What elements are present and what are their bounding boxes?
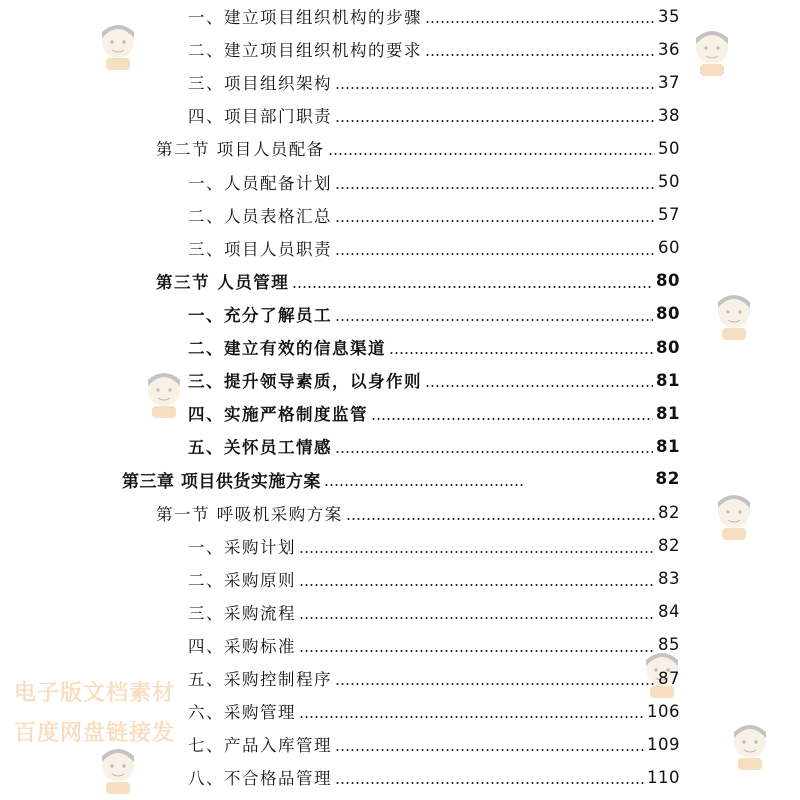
toc-dot-leader xyxy=(335,187,655,189)
toc-entry-title: 一、建立项目组织机构的步骤 xyxy=(188,8,422,27)
toc-subsection-entry[interactable] xyxy=(188,233,680,263)
toc-dot-leader xyxy=(425,385,653,387)
toc-subsection-entry[interactable] xyxy=(188,762,680,792)
watermark-face-icon xyxy=(712,490,756,540)
toc-dot-leader xyxy=(328,153,655,155)
toc-page-number: 85 xyxy=(658,635,680,655)
toc-subsection-entry[interactable] xyxy=(188,100,680,130)
toc-subsection-entry[interactable] xyxy=(188,531,680,561)
toc-page-number: 81 xyxy=(656,403,680,423)
toc-entry-title: 四、采购标准 xyxy=(188,636,296,656)
toc-dot-leader xyxy=(335,451,653,453)
toc-page-number: 35 xyxy=(658,6,680,26)
toc-entry-title: 二、建立项目组织机构的要求 xyxy=(188,41,422,61)
toc-entry-title: 一、采购计划 xyxy=(188,537,296,557)
toc-entry-title: 第二节 项目人员配备 xyxy=(156,140,325,160)
toc-subsection-entry[interactable] xyxy=(188,167,680,197)
toc-dot-leader xyxy=(335,253,655,255)
toc-entry-title: 三、采购流程 xyxy=(188,603,296,623)
toc-subsection-entry[interactable] xyxy=(188,431,680,461)
toc-dot-leader xyxy=(425,21,655,23)
toc-dot-leader xyxy=(299,716,644,718)
toc-page-number: 81 xyxy=(656,436,680,456)
toc-entry-title: 第三章 项目供货实施方案 xyxy=(122,471,321,492)
toc-page-number: 60 xyxy=(658,238,680,258)
watermark-face-icon xyxy=(690,26,734,76)
toc-entry-title: 一、充分了解员工 xyxy=(188,305,332,325)
toc-page-number: 36 xyxy=(658,39,680,59)
toc-section-entry[interactable] xyxy=(156,266,680,296)
toc-subsection-entry[interactable] xyxy=(188,597,680,627)
toc-entry-title: 六、采购管理 xyxy=(188,703,296,723)
watermark-text: 电子版文档素材 xyxy=(14,681,176,706)
toc-page-number: 81 xyxy=(656,370,680,390)
toc-subsection-entry[interactable] xyxy=(188,630,680,660)
toc-entry-title: 三、项目人员职责 xyxy=(188,239,332,259)
toc-entry-title: 二、采购原则 xyxy=(188,570,296,590)
toc-dot-leader xyxy=(389,352,653,354)
toc-dot-leader xyxy=(335,319,653,321)
toc-page-number: 50 xyxy=(658,138,680,158)
toc-page-number: 110 xyxy=(647,767,680,787)
toc-subsection-entry[interactable] xyxy=(188,299,680,329)
toc-dot-leader xyxy=(292,286,653,288)
toc-page-number: 84 xyxy=(658,602,680,622)
toc-dot-leader xyxy=(335,683,655,685)
toc-entry-title: 七、产品入库管理 xyxy=(188,736,332,756)
toc-dot-leader xyxy=(299,584,655,586)
toc-section-entry[interactable] xyxy=(156,498,680,528)
toc-entry-title: 三、项目组织架构 xyxy=(188,74,332,94)
watermark-text: 百度网盘链接发 xyxy=(14,721,176,746)
toc-subsection-entry[interactable] xyxy=(188,67,680,97)
toc-page-number: 37 xyxy=(658,72,680,92)
toc-subsection-entry[interactable] xyxy=(188,696,680,726)
toc-entry-title: 第三节 人员管理 xyxy=(156,272,290,292)
toc-subsection-entry[interactable] xyxy=(188,663,680,693)
toc-chapter-entry[interactable] xyxy=(122,464,680,494)
toc-subsection-entry[interactable] xyxy=(188,200,680,230)
toc-dot-leader xyxy=(425,54,655,56)
toc-subsection-entry[interactable] xyxy=(188,365,680,395)
toc-dot-leader xyxy=(335,120,655,122)
toc-subsection-entry[interactable] xyxy=(188,564,680,594)
toc-entry-title: 四、项目部门职责 xyxy=(188,107,332,127)
toc-subsection-entry[interactable] xyxy=(188,332,680,362)
toc-dot-leader xyxy=(299,551,655,553)
toc-dot-leader xyxy=(346,518,655,520)
toc-dot-leader xyxy=(335,782,644,784)
watermark-face-icon xyxy=(96,20,140,70)
toc-page-number: 82 xyxy=(655,469,680,490)
toc-page-number: 80 xyxy=(656,304,680,324)
toc-page-number: 50 xyxy=(658,172,680,191)
toc-page-number: 82 xyxy=(658,503,680,522)
toc-page-number: 80 xyxy=(656,271,680,291)
toc-dot-leader xyxy=(335,220,655,222)
toc-entry-title: 三、提升领导素质，以身作则 xyxy=(188,372,422,392)
toc-entry-title: 第一节 呼吸机采购方案 xyxy=(156,504,343,524)
toc-dot-leader xyxy=(299,617,655,619)
toc-dot-leader xyxy=(371,418,653,420)
toc-entry-title: 一、人员配备计划 xyxy=(188,173,332,193)
toc-subsection-entry[interactable] xyxy=(188,34,680,64)
toc-dot-leader xyxy=(335,749,644,751)
toc-page-number: 82 xyxy=(658,536,680,556)
toc-dot-leader xyxy=(324,484,525,486)
toc-page-number: 87 xyxy=(658,668,680,688)
toc-dot-leader xyxy=(335,87,655,89)
watermark-face-icon xyxy=(712,290,756,340)
toc-entry-title: 五、关怀员工情感 xyxy=(188,438,332,458)
toc-entry-title: 二、人员表格汇总 xyxy=(188,206,332,226)
toc-subsection-entry[interactable] xyxy=(188,1,680,31)
toc-entry-title: 四、实施严格制度监管 xyxy=(188,405,368,425)
toc-page-number: 80 xyxy=(656,337,680,357)
toc-page-number: 109 xyxy=(647,734,680,754)
toc-entry-title: 五、采购控制程序 xyxy=(188,670,332,689)
watermark-face-icon xyxy=(142,368,186,418)
toc-dot-leader xyxy=(299,650,655,652)
toc-subsection-entry[interactable] xyxy=(188,398,680,428)
toc-page-number: 106 xyxy=(647,701,680,721)
toc-section-entry[interactable] xyxy=(156,133,680,163)
toc-page-number: 38 xyxy=(658,105,680,125)
toc-page-number: 57 xyxy=(658,205,680,225)
watermark-face-icon xyxy=(96,744,140,794)
toc-subsection-entry[interactable] xyxy=(188,729,680,759)
watermark-face-icon xyxy=(728,720,772,770)
toc-entry-title: 八、不合格品管理 xyxy=(188,769,332,789)
toc-page-number: 83 xyxy=(658,569,680,589)
toc-entry-title: 二、建立有效的信息渠道 xyxy=(188,339,386,358)
